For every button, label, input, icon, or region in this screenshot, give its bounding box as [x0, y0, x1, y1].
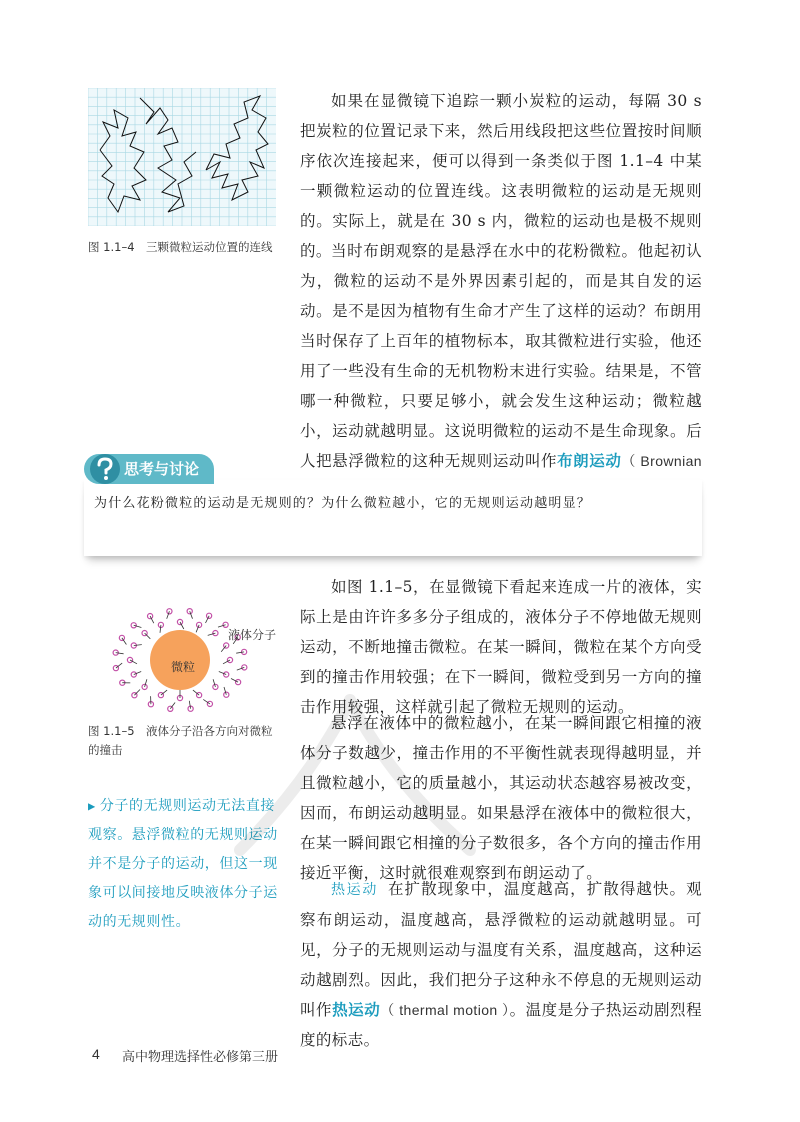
- paragraph-brown-observation: [300, 236, 702, 506]
- figure-1-1-4-caption: 图 1.1–4 三颗微粒运动位置的连线: [88, 240, 273, 254]
- liquid-molecule-label: 液体分子: [228, 628, 277, 642]
- liquid-molecule: [131, 672, 136, 677]
- paragraph-liquid-molecules: 如图 1.1–5，在显微镜下看起来连成一片的液体，实际上是由许许多多分子组成的，液体分子不停地做无规则运动，不断地撞击微粒。在某一瞬间，微粒在某个方向受到的撞击作用较强；在下一瞬间，微粒受到另一方向的撞击作用较强，这样就引起了微粒无规则的运动。: [300, 578, 702, 716]
- triangle-right-icon: ▶: [88, 799, 96, 813]
- paragraph-carbon-tracking: 如果在显微镜下追踪一颗小炭粒的运动，每隔 30 s 把炭粒的位置记录下来，然后用线段把这些位置按时间顺序依次连接起来，便可以得到一条类似于图 1.1–4 中某一颗微粒运动的位置连线。这表明微粒的运动是无规则的。实际上，就是在 30 s 内，微粒的运动也是极不规则的。: [300, 92, 702, 260]
- liquid-molecule: [142, 684, 147, 689]
- term-brownian-motion-english: （ Brownian: [621, 453, 702, 469]
- margin-note: [88, 792, 278, 937]
- brownian-paths-diagram: [88, 88, 276, 226]
- term-thermal-motion-english: （ thermal motion ）: [380, 1002, 510, 1018]
- thermal-motion-text: 在扩散现象中，温度越高，扩散得越快。观察布朗运动，温度越高，悬浮微粒的运动就越明显。可见，分子的无规则运动与温度有关系，温度越高，这种运动越剧烈。因此，我们把分子这种永不停息的无规则运动叫作: [300, 880, 702, 1019]
- liquid-molecule: [207, 701, 212, 706]
- liquid-molecule: [148, 614, 153, 619]
- paragraph-thermal-motion: [300, 874, 702, 1055]
- figure-brownian-paths: [88, 88, 276, 226]
- thermal-motion-heading: 热运动: [331, 882, 378, 898]
- book-title: 高中物理选择性必修第三册: [122, 1050, 279, 1065]
- figure-1-1-5-caption: 图 1.1–5 液体分子沿各方向对微粒的撞击: [88, 724, 273, 757]
- particle-label: 微粒: [171, 660, 196, 674]
- page-number: 4: [92, 1046, 100, 1062]
- figure-molecule-collisions: [110, 600, 286, 716]
- term-thermal-motion: 热运动: [332, 1001, 381, 1019]
- paragraph-brown-text: 当时布朗观察的是悬浮在水中的花粉微粒。他起初认为，微粒的运动不是外界因素引起的，而是其自发的运动。是不是因为植物有生命才产生了这样的运动？布朗用当时保存了上百年的植物标本，取其微粒进行实验，他还用了一些没有生命的无机物粉末进行实验。结果是，不管哪一种微粒，只要足够小，就会发生这种运动；微粒越小，运动就越明显。这说明微粒的运动不是生命现象。后人把悬浮微粒的这种无规则运动叫作: [300, 242, 702, 470]
- term-brownian-motion: 布朗运动: [557, 452, 622, 470]
- molecule-collision-diagram: [110, 600, 286, 716]
- think-discuss-label: 思考与讨论: [124, 460, 200, 478]
- question-mark-icon: [88, 452, 122, 490]
- think-discuss-question: 为什么花粉微粒的运动是无规则的？为什么微粒越小，它的无规则运动越明显？: [94, 496, 592, 511]
- paragraph-particle-size: 悬浮在液体中的微粒越小，在某一瞬间跟它相撞的液体分子数越少，撞击作用的不平衡性就表现得越明显，并且微粒越小，它的质量越小，其运动状态越容易被改变，因而，布朗运动越明显。如果悬浮在液体中的微粒很大，在某一瞬间跟它相撞的分子数很多，各个方向的撞击作用接近平衡，这时就很难观察到布朗运动了。: [300, 714, 702, 882]
- thermal-motion-end: 。温度是分子热运动剧烈程度的标志。: [300, 1001, 702, 1049]
- liquid-molecule: [187, 609, 192, 614]
- liquid-molecule: [213, 684, 218, 689]
- margin-note-text: 分子的无规则运动无法直接观察。悬浮微粒的无规则运动并不是分子的运动，但这一现象可以间接地反映液体分子运动的无规则性。: [88, 798, 278, 930]
